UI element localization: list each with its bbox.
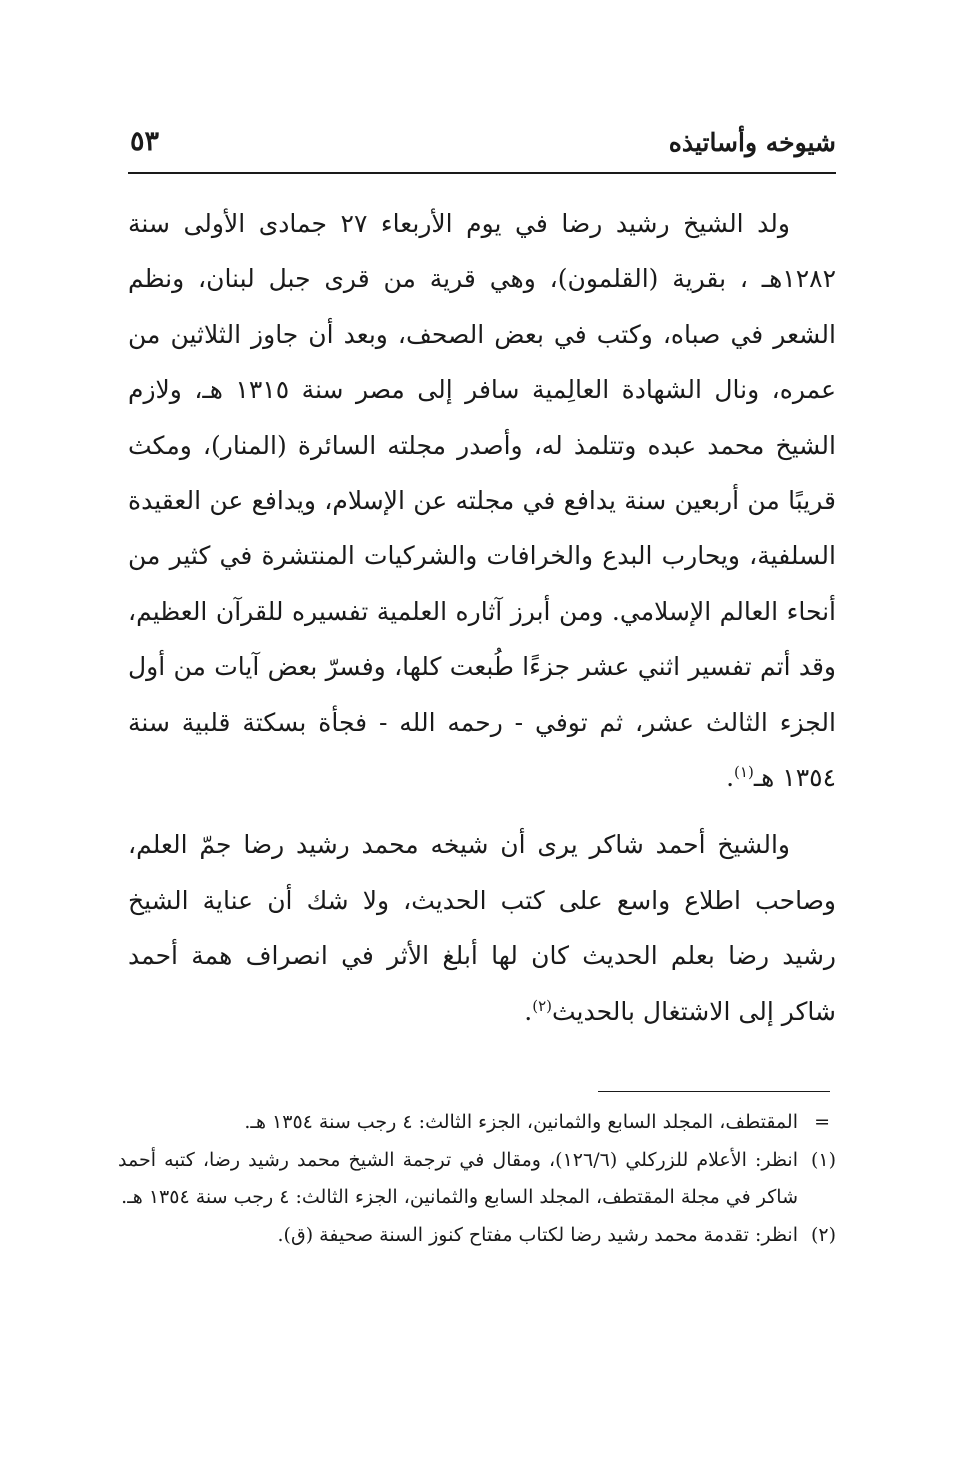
paragraph-end: .	[726, 763, 735, 793]
paragraph-text: والشيخ أحمد شاكر يرى أن شيخه محمد رشيد رضا جمّ العلم، وصاحب اطلاع واسع على كتب الحديث، ولا شك أن عناية الشيخ رشيد رضا بعلم الحديث كان لها أبلغ الأثر في انصراف همة أحمد شاكر إلى الاشتغال بالحديث	[128, 830, 836, 1026]
footnote-text: المقتطف، المجلد السابع والثمانين، الجزء الثالث: ٤ رجب سنة ١٣٥٤ هـ.	[244, 1111, 798, 1133]
footnote-marker: (٢)	[810, 1224, 836, 1246]
paragraph-end: .	[524, 996, 533, 1026]
header-rule	[128, 172, 836, 174]
footnotes	[118, 1104, 836, 1254]
footnote-1	[118, 1142, 836, 1216]
paragraph-text: ولد الشيخ رشيد رضا في يوم الأربعاء ٢٧ جمادى الأولى سنة ١٢٨٢هـ ، بقرية (القلمون)، وهي قرية من قرى جبل لبنان، ونظم الشعر في صباه، وكتب في بعض الصحف، وبعد أن جاوز الثلاثين من عمره، ونال الشهادة العالِمية سافر إلى مصر سنة ١٣١٥ هـ، ولازم الشيخ محمد عبده وتتلمذ له، وأصدر مجلته السائرة (المنار)، ومكث قريبًا من أربعين سنة يدافع في مجلته عن الإسلام، ويدافع عن العقيدة السلفية، ويحارب البدع والخرافات والشركيات المنتشرة في كثير من أنحاء العالم الإسلامي. ومن أبرز آثاره العلمية تفسيره للقرآن العظيم، وقد أتم تفسير اثني عشر جزءًا طُبعت كلها، وفسرّ بعض آيات من أول الجزء الثالث عشر، ثم توفي - رحمه الله - فجأة بسكتة قلبية سنة ١٣٥٤ هـ	[128, 209, 836, 793]
footnote-marker: =	[814, 1111, 830, 1133]
footnote-2	[118, 1217, 836, 1254]
footnote-reference: (٢)	[532, 996, 552, 1015]
footnote-text: انظر: تقدمة محمد رشيد رضا لكتاب مفتاح كنوز السنة صحيفة (ق).	[277, 1224, 798, 1246]
footnote-text: انظر: الأعلام للزركلي (١٢٦/٦)، ومقال في ترجمة الشيخ محمد رشيد رضا، كتبه أحمد شاكر في مجلة المقتطف، المجلد السابع والثمانين، الجزء الثالث: ٤ رجب سنة ١٣٥٤ هـ.	[118, 1149, 798, 1208]
paragraph-biography	[128, 196, 836, 805]
footnote-reference: (١)	[734, 763, 754, 782]
main-text	[128, 196, 836, 1039]
running-header	[128, 122, 836, 166]
footnote-rule	[598, 1091, 830, 1092]
chapter-title: شيوخه وأساتيذه	[668, 128, 836, 157]
page-number: ٥٣	[130, 126, 160, 157]
footnote-continuation	[118, 1104, 836, 1141]
footnote-marker: (١)	[810, 1149, 836, 1171]
paragraph-influence	[128, 817, 836, 1039]
